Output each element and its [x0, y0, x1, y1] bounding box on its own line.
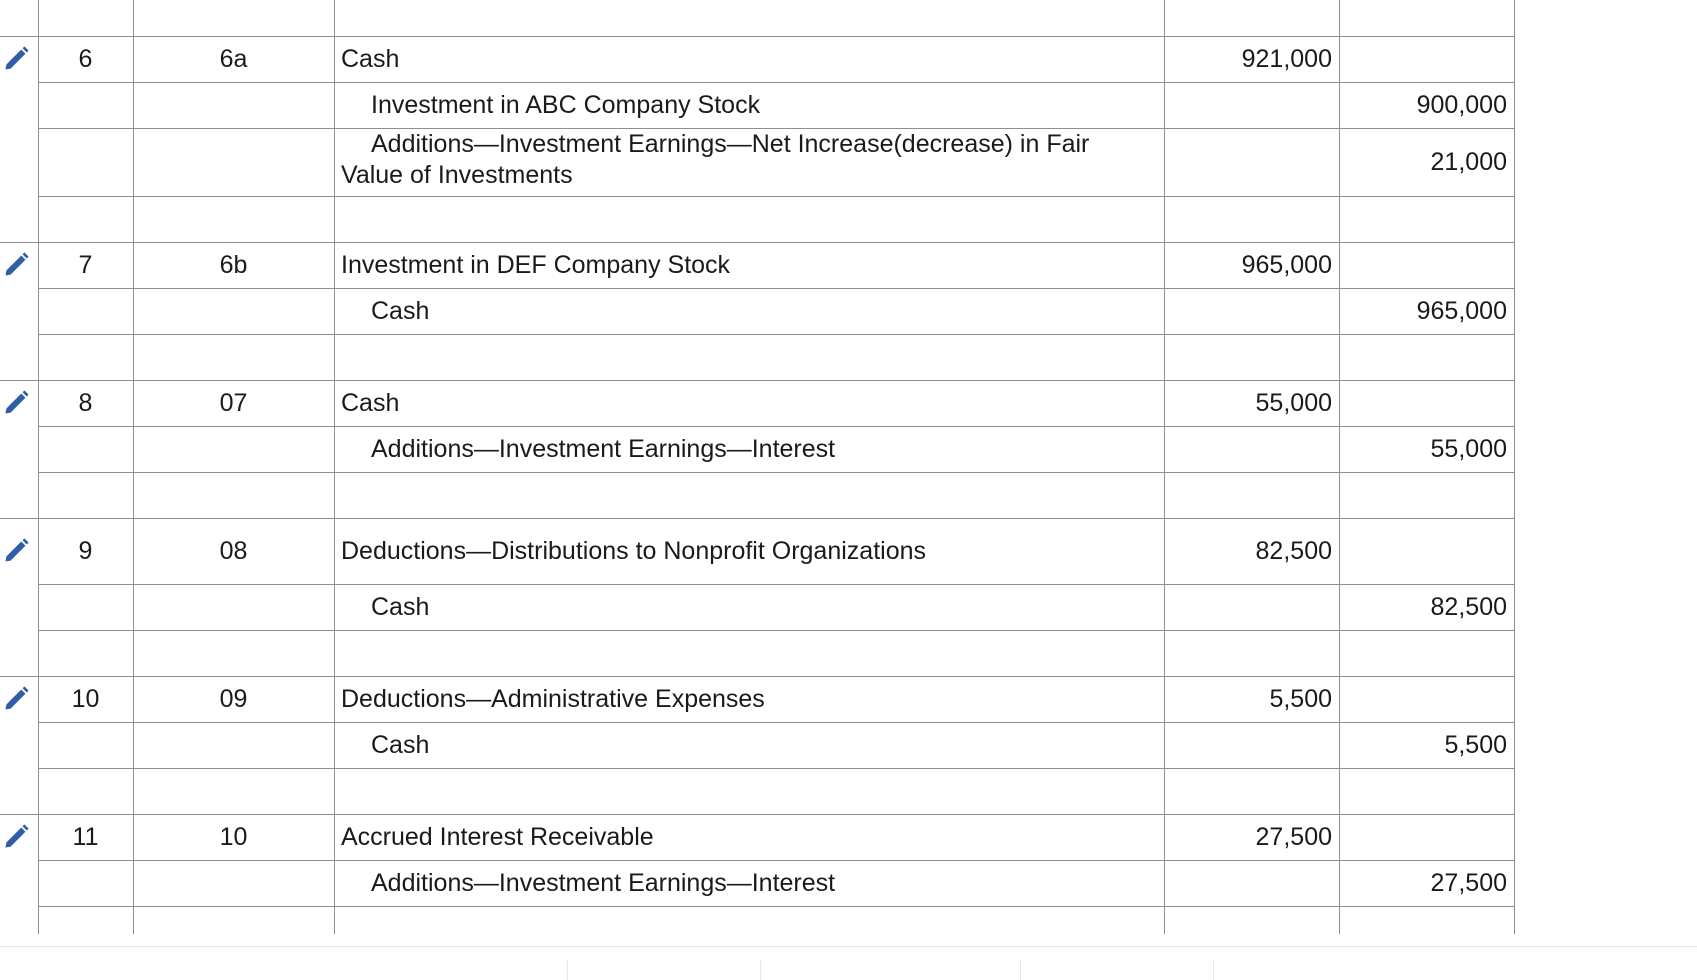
transaction-number-cell: 7 [78, 251, 93, 279]
row-divider [38, 472, 1515, 473]
edit-pencil-icon[interactable] [2, 685, 30, 713]
event-number-cell: 09 [219, 685, 248, 713]
event-number-cell: 6b [219, 251, 248, 279]
bottom-toolbar-strip [0, 946, 1697, 980]
toolbar-divider [1020, 959, 1021, 980]
credit-amount-cell: 55,000 [1430, 435, 1507, 463]
column-divider [1339, 0, 1340, 934]
edit-pencil-icon[interactable] [2, 389, 30, 417]
toolbar-divider [1213, 959, 1214, 980]
row-divider [0, 518, 1515, 519]
transaction-number-cell: 8 [78, 389, 93, 417]
account-title-cell: Investment in ABC Company Stock [371, 91, 761, 119]
row-divider [38, 768, 1515, 769]
row-divider [38, 426, 1515, 427]
account-title-cell: Cash [371, 297, 430, 325]
account-title-cell: Additions—Investment Earnings—Net Increase(decrease) in Fair Value of Investments [341, 130, 1090, 189]
account-title-cell: Accrued Interest Receivable [341, 823, 654, 851]
row-divider [38, 334, 1515, 335]
column-divider [133, 0, 134, 934]
transaction-number-cell: 10 [71, 685, 100, 713]
column-divider [334, 0, 335, 934]
column-divider [1164, 0, 1165, 934]
transaction-number-cell: 6 [78, 45, 93, 73]
account-title-cell: Cash [341, 45, 400, 73]
account-title-cell: Additions—Investment Earnings—Interest [371, 435, 836, 463]
edit-pencil-icon[interactable] [2, 823, 30, 851]
toolbar-divider [567, 959, 568, 980]
account-title-cell: Cash [371, 593, 430, 621]
column-divider [1514, 0, 1515, 934]
account-title-cell: Cash [341, 389, 400, 417]
edit-pencil-icon[interactable] [2, 537, 30, 565]
account-title-cell: Additions—Investment Earnings—Interest [371, 869, 836, 897]
row-divider [38, 722, 1515, 723]
credit-amount-cell: 82,500 [1430, 593, 1507, 621]
transaction-number-cell: 11 [72, 823, 99, 851]
toolbar-divider [760, 959, 761, 980]
credit-amount-cell: 27,500 [1430, 869, 1507, 897]
debit-amount-cell: 5,500 [1269, 685, 1332, 713]
debit-amount-cell: 55,000 [1255, 389, 1332, 417]
account-title-cell: Deductions—Administrative Expenses [341, 685, 765, 713]
event-number-cell: 07 [219, 389, 248, 417]
debit-amount-cell: 965,000 [1241, 251, 1332, 279]
row-divider [0, 242, 1515, 243]
row-divider [0, 380, 1515, 381]
row-divider [38, 906, 1515, 907]
event-number-cell: 10 [219, 823, 248, 851]
edit-pencil-icon[interactable] [2, 45, 30, 73]
row-divider [0, 676, 1515, 677]
account-title-cell: Investment in DEF Company Stock [341, 251, 731, 279]
event-number-cell: 08 [219, 537, 248, 565]
transaction-number-cell: 9 [78, 537, 93, 565]
credit-amount-cell: 965,000 [1416, 297, 1507, 325]
row-divider [38, 196, 1515, 197]
row-divider [38, 630, 1515, 631]
row-divider [38, 288, 1515, 289]
row-divider [0, 36, 1515, 37]
credit-amount-cell: 21,000 [1430, 148, 1507, 176]
row-divider [38, 82, 1515, 83]
credit-amount-cell: 5,500 [1444, 731, 1507, 759]
row-divider [38, 584, 1515, 585]
column-divider [38, 0, 39, 934]
debit-amount-cell: 27,500 [1255, 823, 1332, 851]
debit-amount-cell: 82,500 [1255, 537, 1332, 565]
account-title-cell: Cash [371, 731, 430, 759]
edit-pencil-icon[interactable] [2, 251, 30, 279]
debit-amount-cell: 921,000 [1241, 45, 1332, 73]
account-title-cell: Deductions—Distributions to Nonprofit Organizations [341, 537, 926, 565]
row-divider [38, 860, 1515, 861]
credit-amount-cell: 900,000 [1416, 91, 1507, 119]
event-number-cell: 6a [219, 45, 248, 73]
row-divider [0, 814, 1515, 815]
